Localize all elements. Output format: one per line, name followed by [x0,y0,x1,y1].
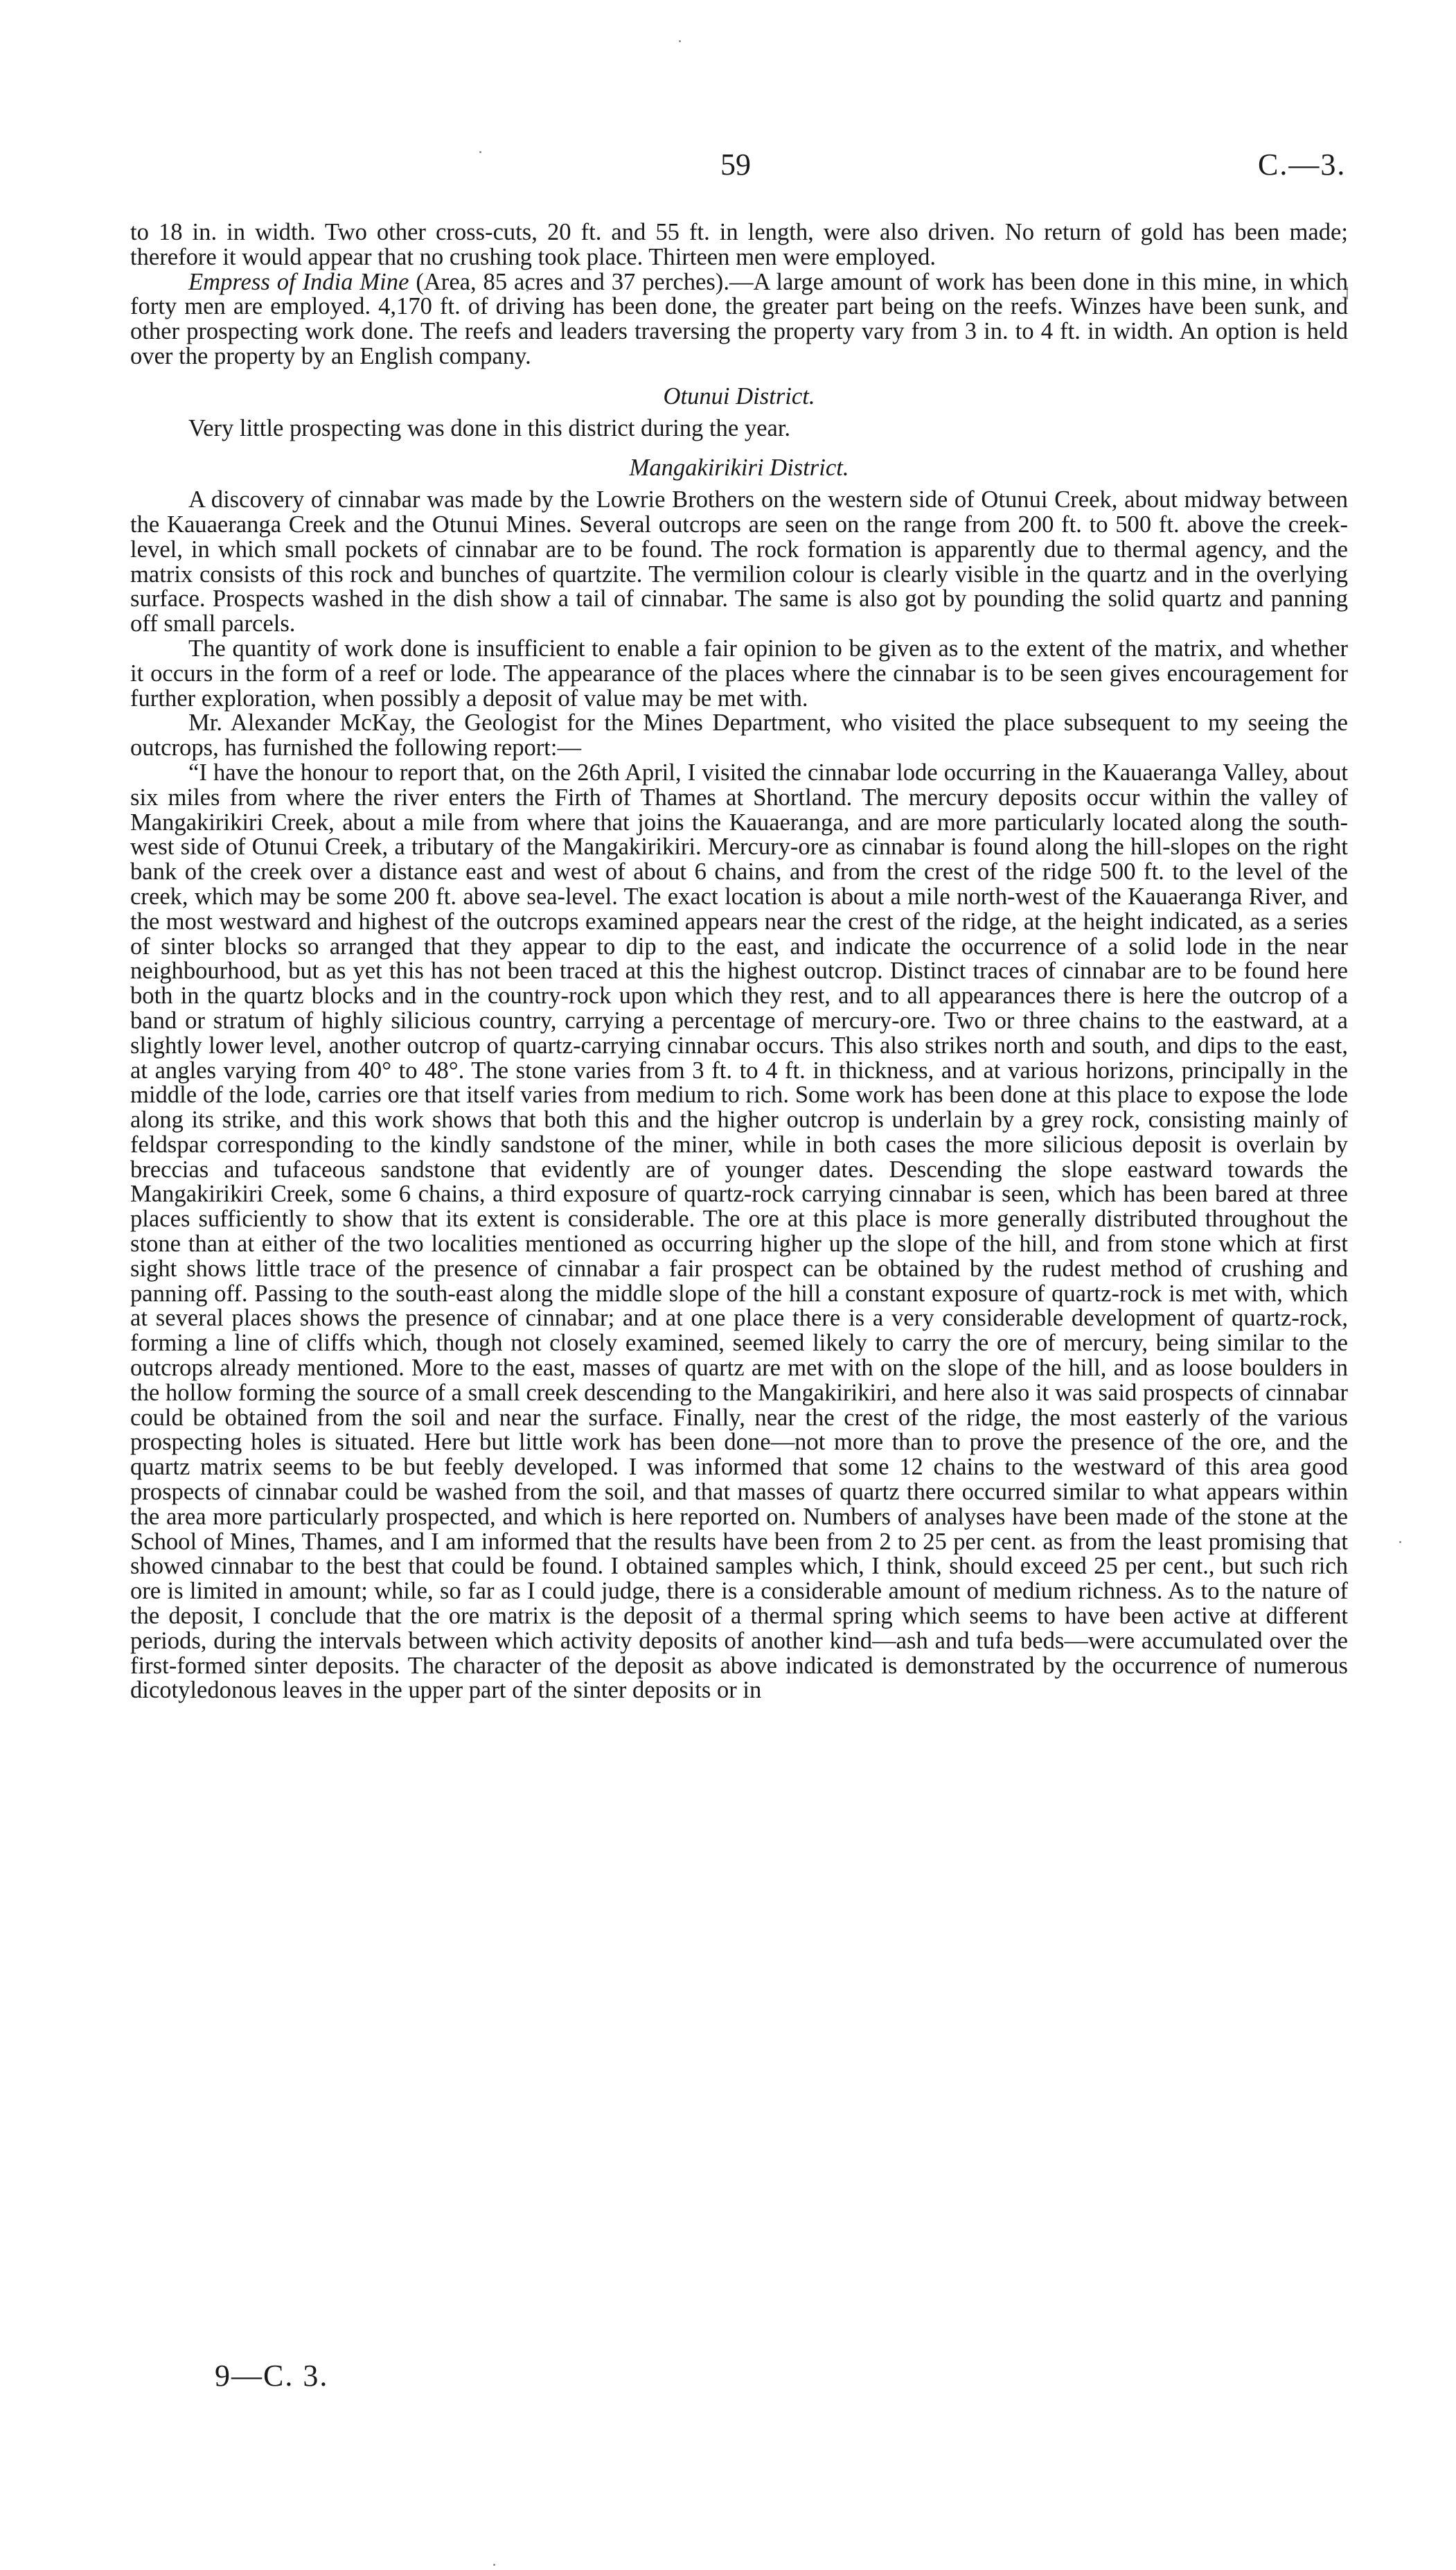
scan-speck [679,40,681,42]
paragraph-otunui: Very little prospecting was done in this district during the year. [188,414,791,441]
page-number: 59 [720,148,751,182]
body-text [130,220,1348,1703]
mine-description: (Area, 85 acres and 37 perches).—A large amount of work has been done in this mine, in which forty men are employed. 4,170 ft. of driving has been done, the greater part being on the reefs. Winzes have been sunk, and other prospecting work done. The reefs and leaders traversing the property vary from 3 in. to 4 ft. in width. An option is held over the property by an English company. [130,268,1348,369]
scan-speck [493,2564,495,2566]
scan-speck [1399,1541,1401,1543]
report-code: C.—3. [1258,148,1347,182]
paragraph-empress-of-india [130,270,1348,369]
scan-speck [479,151,481,153]
heading-mangakirikiri-district: Mangakirikiri District. [629,455,849,482]
paragraph-cinnabar-discovery: A discovery of cinnabar was made by the Lowrie Brothers on the western side of Otunui Creek, about midway between the Kauaeranga Creek and the Otunui Mines. Several outcrops are seen on the range from 200 ft. to 500 ft. above the creek-level, in which small pockets of cinnabar are to be found. The rock formation is apparently due to thermal agency, and the matrix consists of this rock and bunches of quartzite. The vermilion colour is clearly visible in the quartz and in the overlying surface. Prospects washed in the dish show a tail of cinnabar. The same is also got by pounding the solid quartz and panning off small parcels. [130,486,1348,637]
mine-name: Empress of India Mine [188,268,409,295]
paragraph-geologist-intro: Mr. Alexander McKay, the Geologist for the Mines Department, who visited the place subsequent to my seeing the outcrops, has furnished the following report:— [130,710,1348,762]
paragraph-continuation: to 18 in. in width. Two other cross-cuts, 20 ft. and 55 ft. in length, were also driven. No return of gold has been made; therefore it would appear that no crushing took place. Thirteen men were employed. [130,219,1348,270]
heading-otunui-district: Otunui District. [663,382,815,410]
paragraph-quantity-of-work: The quantity of work done is insufficient to enable a fair opinion to be given as to the extent of the matrix, and whether it occurs in the form of a reef or lode. The appearance of the places where the cinnabar is to be seen gives encouragement for further exploration, when possibly a deposit of value may be met with. [130,635,1348,712]
footer-signature: 9—C. 3. [215,2359,329,2393]
paragraph-geologist-report: “I have the honour to report that, on the 26th April, I visited the cinnabar lode occurring in the Kauaeranga Valley, about six miles from where the river enters the Firth of Thames at Shortland. The mercury deposits occur within the valley of Mangakirikiri Creek, about a mile from where that joins the Kauaeranga, and are more particularly located along the south-west side of Otunui Creek, a tributary of the Mangakirikiri. Mercury-ore as cinnabar is found along the hill-slopes on the right bank of the creek over a distance east and west of about 6 chains, and from the crest of the ridge 500 ft. to the level of the creek, which may be some 200 ft. above sea-level. The exact location is about a mile north-west of the Kauaeranga River, and the most westward and highest of the outcrops examined appears near the crest of the ridge, at the height indicated, as a series of sinter blocks so arranged that they appear to dip to the east, and indicate the occurrence of a solid lode in the near neighbourhood, but as yet this has not been traced at this the highest outcrop. Distinct traces of cinnabar are to be found here both in the quartz blocks and in the country-rock upon which they rest, and to all appearances there is here the outcrop of a band or stratum of highly silicious country, carrying a percentage of mercury-ore. Two or three chains to the eastward, at a slightly lower level, another outcrop of quartz-carrying cinnabar occurs. This also strikes north and south, and dips to the east, at angles varying from 40° to 48°. The stone varies from 3 ft. to 4 ft. in thickness, and at various horizons, principally in the middle of the lode, carries ore that itself varies from medium to rich. Some work has been done at this place to expose the lode along its strike, and this work shows that both this and the higher outcrop is underlain by a grey rock, consisting mainly of feldspar corresponding to the kindly sandstone of the miner, while in both cases the more silicious deposit is overlain by breccias and tufaceous sandstone that evidently are of younger dates. Descending the slope eastward towards the Mangakirikiri Creek, some 6 chains, a third exposure of quartz-rock carrying cinnabar is seen, which has been bared at three places sufficiently to show that its extent is considerable. The ore at this place is more generally distributed throughout the stone than at either of the two localities mentioned as occurring higher up the slope of the hill, and from stone which at first sight shows little trace of the presence of cinnabar a fair prospect can be obtained by the rudest method of crushing and panning off. Passing to the south-east along the middle slope of the hill a constant exposure of quartz-rock is met with, which at several places shows the presence of cinnabar; and at one place there is a very considerable development of quartz-rock, forming a line of cliffs which, though not closely examined, seemed likely to carry the ore of mercury, being similar to the outcrops already mentioned. More to the east, masses of quartz are met with on the slope of the hill, and as loose boulders in the hollow forming the source of a small creek descending to the Mangakirikiri, and here also it was said prospects of cinnabar could be obtained from the soil and near the surface. Finally, near the crest of the ridge, the most easterly of the various prospecting holes is situated. Here but little work has been done—not more than to prove the presence of the ore, and the quartz matrix seems to be but feebly developed. I was informed that some 12 chains to the westward of this area good prospects of cinnabar could be washed from the soil, and that masses of quartz there occurred similar to what appears within the area more particularly prospected, and which is here reported on. Numbers of analyses have been made of the stone at the School of Mines, Thames, and I am informed that the results have been from 2 to 25 per cent. as from the least promising that showed cinnabar to the best that could be found. I obtained samples which, I think, should exceed 25 per cent., but such rich ore is limited in amount; while, so far as I could judge, there is a considerable amount of medium richness. As to the nature of the deposit, I conclude that the ore matrix is the deposit of a thermal spring which seems to have been active at different periods, during the intervals between which activity deposits of another kind—ash and tufa beds—were accumulated over the first-formed sinter deposits. The character of the deposit as above indicated is demonstrated by the occurrence of numerous dicotyledonous leaves in the upper part of the sinter deposits or in [130,759,1348,1704]
